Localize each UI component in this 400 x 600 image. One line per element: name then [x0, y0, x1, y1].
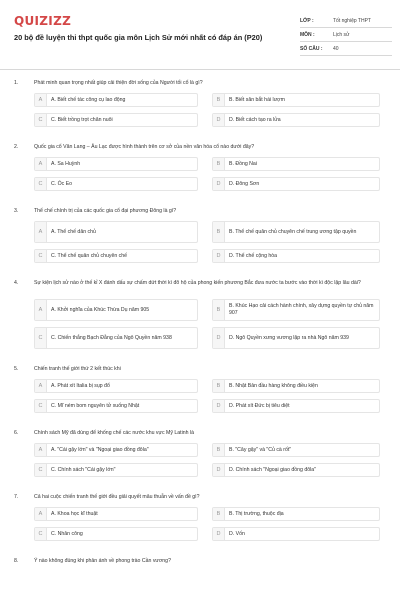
option-text: B. Biết săn bắt hái lượm: [229, 96, 285, 103]
option-letter: C: [35, 114, 47, 126]
option-b[interactable]: [212, 299, 380, 321]
option-letter: C: [35, 400, 47, 412]
option-letter: B: [213, 222, 225, 242]
option-d[interactable]: [212, 327, 380, 349]
info-table: [300, 14, 392, 56]
option-a[interactable]: [34, 443, 198, 457]
question-line: [0, 362, 400, 376]
option-letter: D: [213, 178, 225, 190]
option-b[interactable]: [212, 379, 380, 393]
question-7: [0, 490, 400, 554]
option-text: C. Thể chế quân chủ chuyên chế: [51, 252, 128, 259]
question-line: [0, 554, 400, 568]
question-text: Thể chế chính trị của các quốc gia cổ đại phương Đông là gì?: [34, 208, 177, 214]
option-text: C. Óc Eo: [51, 180, 73, 187]
option-a[interactable]: [34, 157, 198, 171]
option-d[interactable]: [212, 463, 380, 477]
option-c[interactable]: [34, 177, 198, 191]
option-letter: C: [35, 178, 47, 190]
info-label: LỚP :: [300, 17, 314, 24]
question-8: [0, 554, 400, 568]
options: [0, 218, 400, 266]
question-number: 8.: [14, 558, 19, 564]
option-text: B. Nhật Bản đầu hàng không điều kiện: [229, 382, 318, 389]
options: [0, 296, 400, 352]
spacer: [0, 352, 400, 362]
option-c[interactable]: [34, 113, 198, 127]
option-row: [0, 376, 400, 396]
spacer: [0, 266, 400, 276]
option-text: B. Đồng Nai: [229, 160, 257, 167]
option-letter: A: [35, 508, 47, 520]
option-row: [0, 396, 400, 416]
option-letter: B: [213, 444, 225, 456]
option-c[interactable]: [34, 527, 198, 541]
option-letter: B: [213, 508, 225, 520]
option-letter: C: [35, 328, 47, 348]
option-row: [0, 110, 400, 130]
question-text: Chính sách Mỹ đã dùng để khống chế các nước khu vực Mỹ Latinh là: [34, 430, 195, 436]
option-row: [0, 90, 400, 110]
option-text: A. Sa Huỳnh: [51, 160, 81, 167]
option-text: B. Thị trường, thuộc địa: [229, 510, 284, 517]
question-text: Chiến tranh thế giới thứ 2 kết thúc khi: [34, 366, 121, 372]
option-d[interactable]: [212, 527, 380, 541]
option-text: A. Thể chế dân chủ: [51, 228, 96, 235]
quizizz-logo: QUIZIZZ: [14, 14, 72, 28]
option-b[interactable]: [212, 157, 380, 171]
spacer: [0, 544, 400, 554]
question-4: [0, 276, 400, 362]
option-row: [0, 174, 400, 194]
info-row-subject: [300, 28, 392, 42]
info-label: MÔN :: [300, 31, 315, 38]
option-text: B. Khúc Hạo cải cách hành chính, xây dựng quyền tự chủ năm 907: [229, 303, 374, 316]
info-label: SỐ CÂU :: [300, 45, 323, 52]
document-header: [0, 0, 400, 70]
question-number: 1.: [14, 80, 19, 86]
options: [0, 504, 400, 544]
option-letter: C: [35, 464, 47, 476]
question-1: [0, 76, 400, 140]
option-text: D. Ngô Quyền xưng vương lập ra nhà Ngô năm 939: [229, 334, 349, 341]
option-text: C. Chính sách "Cái gậy lớn": [51, 466, 116, 473]
question-line: [0, 140, 400, 154]
document-title: 20 bộ đề luyện thi thpt quốc gia môn Lịch Sử mới nhất có đáp án (P20): [14, 33, 263, 42]
option-letter: B: [213, 380, 225, 392]
option-text: A. Phát xít Italia bị sụp đổ: [51, 382, 110, 389]
question-text: Sự kiện lịch sử nào ở thế kỉ X đánh dấu sự chấm dứt thời kì đô hộ của phong kiến phương Bắc đưa nước ta bước vào thời kì độc lập lâu dài?: [34, 280, 361, 286]
options: [0, 440, 400, 480]
option-row: [0, 154, 400, 174]
option-c[interactable]: [34, 399, 198, 413]
option-a[interactable]: [34, 221, 198, 243]
question-number: 4.: [14, 280, 19, 286]
option-text: B. "Cây gậy" và "Củ cà rốt": [229, 446, 292, 453]
question-5: [0, 362, 400, 426]
option-row: [0, 246, 400, 266]
question-line: [0, 76, 400, 90]
option-row: [0, 504, 400, 524]
options: [0, 376, 400, 416]
option-text: C. Biết trồng trọt chăn nuôi: [51, 116, 113, 123]
option-text: A. Biết chế tác công cụ lao động: [51, 96, 126, 103]
option-row: [0, 440, 400, 460]
question-text: Ý nào không đúng khi phản ánh về phong trào Cần vương?: [34, 558, 171, 564]
option-a[interactable]: [34, 379, 198, 393]
question-number: 5.: [14, 366, 19, 372]
option-row: [0, 218, 400, 246]
option-text: A. Khoa học kĩ thuật: [51, 510, 98, 517]
option-letter: A: [35, 94, 47, 106]
question-6: [0, 426, 400, 490]
spacer: [0, 416, 400, 426]
option-row: [0, 324, 400, 352]
options: [0, 154, 400, 194]
option-row: [0, 296, 400, 324]
option-row: [0, 524, 400, 544]
option-text: D. Thể chế cộng hòa: [229, 252, 278, 259]
question-text: Phát minh quan trọng nhất giúp cải thiện đời sống của Người tối cổ là gì?: [34, 80, 203, 86]
info-value: Tốt nghiệp THPT: [333, 17, 371, 24]
spacer: [0, 130, 400, 140]
option-c[interactable]: [34, 327, 198, 349]
option-d[interactable]: [212, 399, 380, 413]
option-b[interactable]: [212, 221, 380, 243]
option-letter: A: [35, 444, 47, 456]
option-b[interactable]: [212, 507, 380, 521]
option-text: C. Chiến thắng Bạch Đằng của Ngô Quyền năm 938: [51, 334, 172, 341]
option-text: D. Phát xít Đức bị tiêu diệt: [229, 402, 290, 409]
option-c[interactable]: [34, 463, 198, 477]
option-letter: C: [35, 250, 47, 262]
option-text: C. Nhân công: [51, 530, 83, 537]
option-letter: A: [35, 300, 47, 320]
option-letter: A: [35, 158, 47, 170]
option-text: B. Thể chế quân chủ chuyên chế trung ương tập quyền: [229, 228, 357, 235]
info-value: 40: [333, 45, 339, 52]
option-text: A. Khởi nghĩa của Khúc Thừa Dụ năm 905: [51, 306, 150, 313]
option-letter: D: [213, 400, 225, 412]
option-row: [0, 460, 400, 480]
question-line: [0, 204, 400, 218]
option-c[interactable]: [34, 249, 198, 263]
question-text: Cả hai cuộc chiến tranh thế giới đều giải quyết mâu thuẫn về vấn đề gì?: [34, 494, 200, 500]
option-letter: A: [35, 222, 47, 242]
option-b[interactable]: [212, 93, 380, 107]
option-text: D. Đông Sơn: [229, 180, 260, 187]
option-letter: C: [35, 528, 47, 540]
option-text: A. "Cái gậy lớn" và "Ngoại giao đồng đôla": [51, 446, 149, 453]
option-b[interactable]: [212, 443, 380, 457]
question-number: 2.: [14, 144, 19, 150]
spacer: [0, 194, 400, 204]
spacer: [0, 480, 400, 490]
option-text: D. Biết cách tạo ra lửa: [229, 116, 281, 123]
option-d[interactable]: [212, 177, 380, 191]
info-row-count: [300, 42, 392, 56]
option-letter: B: [213, 158, 225, 170]
option-text: D. Chính sách "Ngoại giao đồng đôla": [229, 466, 317, 473]
option-letter: D: [213, 114, 225, 126]
question-2: [0, 140, 400, 204]
question-number: 6.: [14, 430, 19, 436]
question-number: 3.: [14, 208, 19, 214]
option-letter: B: [213, 94, 225, 106]
question-text: Quốc gia cổ Văn Lang – Âu Lạc được hình thành trên cơ sở của nền văn hóa cổ nào dưới đây?: [34, 144, 255, 150]
option-a[interactable]: [34, 299, 198, 321]
option-letter: D: [213, 250, 225, 262]
option-text: C. Mĩ ném bom nguyên tử xuống Nhật: [51, 402, 140, 409]
question-line: [0, 426, 400, 440]
option-letter: A: [35, 380, 47, 392]
option-letter: B: [213, 300, 225, 320]
option-letter: D: [213, 328, 225, 348]
question-number: 7.: [14, 494, 19, 500]
option-d[interactable]: [212, 113, 380, 127]
options: [0, 90, 400, 130]
option-letter: D: [213, 464, 225, 476]
question-3: [0, 204, 400, 276]
question-list: [0, 76, 400, 568]
info-value: Lịch sử: [333, 31, 350, 38]
info-row-class: [300, 14, 392, 28]
option-text: D. Vốn: [229, 530, 245, 537]
option-letter: D: [213, 528, 225, 540]
option-d[interactable]: [212, 249, 380, 263]
question-line: [0, 490, 400, 504]
option-a[interactable]: [34, 507, 198, 521]
option-a[interactable]: [34, 93, 198, 107]
question-line: [0, 276, 400, 296]
